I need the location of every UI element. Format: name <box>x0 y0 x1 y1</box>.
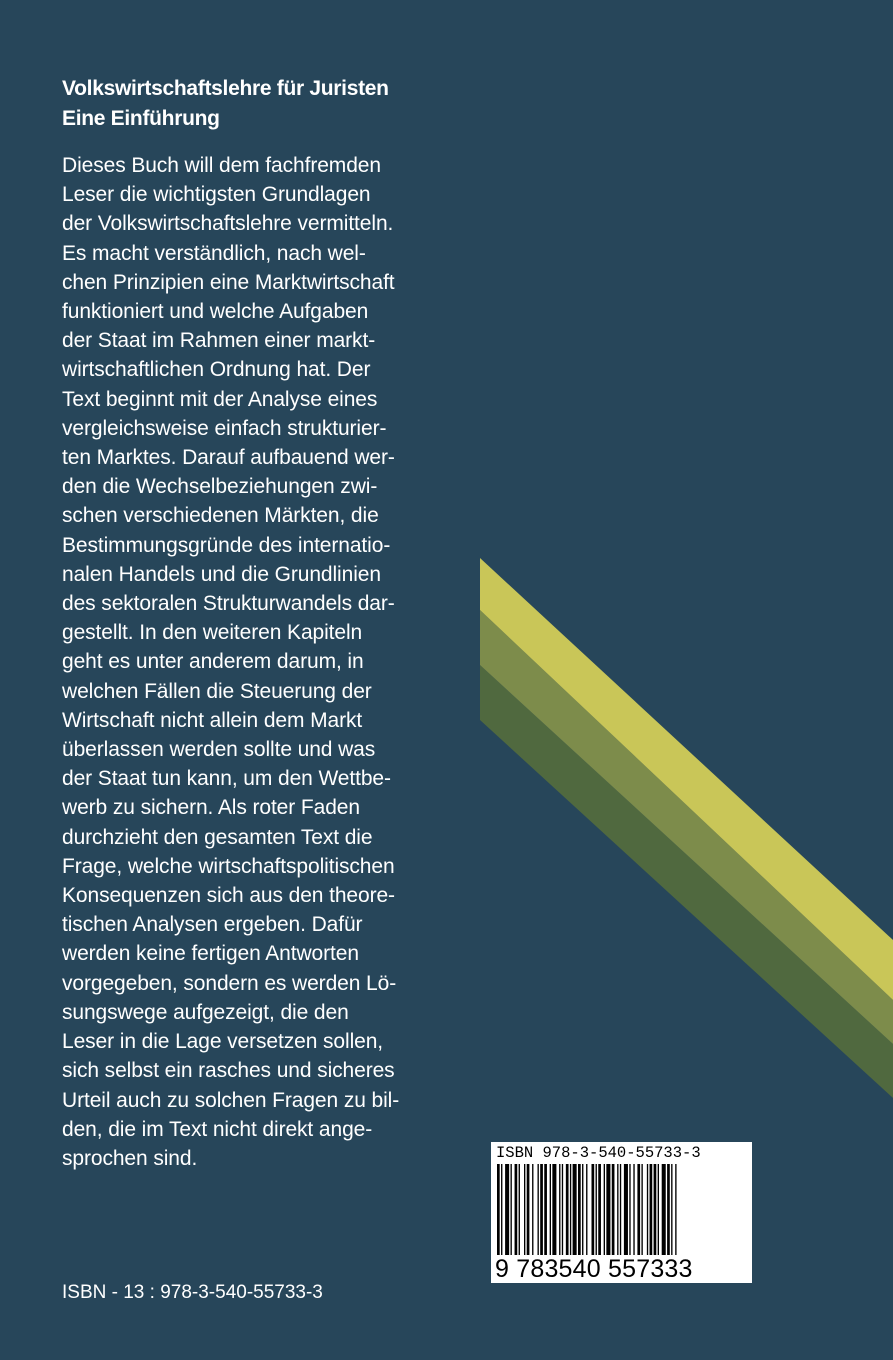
blurb-line: Konsequenzen sich aus den theore- <box>62 884 395 908</box>
barcode-bar <box>617 1164 618 1268</box>
blurb-line: Leser die wichtigsten Grundlagen <box>62 183 371 207</box>
blurb-line: Es macht verständlich, nach wel- <box>62 241 366 265</box>
blurb-line: ten Marktes. Darauf aufbauend wer- <box>62 446 395 470</box>
blurb-line: Urteil auch zu solchen Fragen zu bil- <box>62 1088 400 1112</box>
barcode-bar <box>540 1164 543 1268</box>
barcode-bar <box>524 1164 525 1268</box>
title-line-1: Volkswirtschaftslehre für Juristen <box>62 77 389 100</box>
title-line-2: Eine Einführung <box>62 107 220 130</box>
blurb-line: Frage, welche wirtschaftspolitischen <box>62 854 395 878</box>
blurb-line: überlassen werden sollte und was <box>62 738 376 762</box>
barcode-bar <box>620 1164 621 1268</box>
barcode-bar <box>606 1164 610 1268</box>
barcode-bar <box>671 1164 672 1268</box>
blurb-line: nalen Handels und die Grundlinien <box>62 562 381 586</box>
blurb-line: welchen Fällen die Steuerung der <box>62 679 372 703</box>
barcode-bar <box>562 1164 563 1268</box>
blurb-line: der Staat im Rahmen einer markt- <box>62 329 376 353</box>
isbn-13-label: ISBN - 13 : 978-3-540-55733-3 <box>62 1282 323 1303</box>
blurb-text <box>62 151 482 1173</box>
barcode-digits: 9 783540 557333 <box>495 1255 697 1283</box>
blurb-line: werden keine fertigen Antworten <box>62 942 359 966</box>
blurb-line: sich selbst ein rasches und sicheres <box>62 1059 395 1083</box>
barcode-bar <box>501 1164 502 1268</box>
blurb-line: funktioniert und welche Aufgaben <box>62 300 369 324</box>
blurb-line: werb zu sichern. Als roter Faden <box>62 796 360 820</box>
barcode-bar <box>641 1164 642 1268</box>
barcode <box>491 1142 752 1283</box>
barcode-bar <box>633 1164 634 1268</box>
barcode-bar <box>570 1164 571 1268</box>
barcode-bar <box>550 1164 551 1268</box>
barcode-bar <box>629 1164 630 1268</box>
barcode-bar <box>604 1164 605 1268</box>
blurb-line: des sektoralen Strukturwandels dar- <box>62 592 395 616</box>
barcode-bar <box>675 1164 676 1268</box>
barcode-bar <box>612 1164 615 1268</box>
blurb-line: vergleichsweise einfach strukturier- <box>62 416 387 440</box>
barcode-bar <box>578 1164 581 1268</box>
barcode-bar <box>566 1164 569 1268</box>
barcode-bar <box>519 1164 520 1268</box>
blurb-line: tischen Analysen ergeben. Dafür <box>62 913 363 937</box>
stripe-green <box>480 665 893 1098</box>
barcode-bar <box>532 1164 533 1268</box>
blurb-line: vorgegeben, sondern es werden Lö- <box>62 971 397 995</box>
blurb-line: den, die im Text nicht direkt ange- <box>62 1117 373 1141</box>
blurb-line: sprochen sind. <box>62 1146 198 1170</box>
book-title <box>62 74 482 134</box>
barcode-bar <box>598 1164 601 1268</box>
blurb-line: der Volkswirtschaftslehre vermitteln. <box>62 212 394 236</box>
barcode-bar <box>573 1164 577 1268</box>
blurb-line: der Staat tun kann, um den Wettbe- <box>62 767 391 791</box>
barcode-bar <box>538 1164 539 1268</box>
blurb-line: Dieses Buch will dem fachfremden <box>62 154 381 177</box>
barcode-bar <box>544 1164 547 1268</box>
blurb-line: Text beginnt mit der Analyse eines <box>62 387 378 411</box>
stripe-yellow <box>480 558 893 1000</box>
barcode-isbn-text: ISBN 978-3-540-55733-3 <box>496 1144 701 1162</box>
barcode-bar <box>552 1164 556 1268</box>
blurb-line: Wirtschaft nicht allein dem Markt <box>62 708 363 732</box>
blurb-line: chen Prinzipien eine Marktwirtschaft <box>62 270 395 294</box>
blurb-line: sungswege aufgezeigt, die den <box>62 1000 349 1024</box>
stripe-olive <box>480 610 893 1044</box>
barcode-bar <box>667 1164 670 1268</box>
barcode-bar <box>505 1164 509 1268</box>
blurb-line: den die Wechselbeziehungen zwi- <box>62 475 378 499</box>
barcode-bar <box>637 1164 640 1268</box>
barcode-bar <box>586 1164 587 1268</box>
barcode-bar <box>624 1164 628 1268</box>
barcode-bar <box>527 1164 530 1268</box>
barcode-bar <box>662 1164 666 1268</box>
barcode-bar <box>650 1164 653 1268</box>
barcode-bar <box>592 1164 595 1268</box>
blurb-line: gestellt. In den weiteren Kapiteln <box>62 621 363 645</box>
barcode-bar <box>515 1164 518 1268</box>
blurb-line: Leser in die Lage versetzen sollen, <box>62 1030 384 1054</box>
barcode-bar <box>647 1164 648 1268</box>
barcode-bar <box>596 1164 597 1268</box>
barcode-bar <box>658 1164 659 1268</box>
blurb-line: schen verschiedenen Märkten, die <box>62 504 379 528</box>
blurb-line: durchzieht den gesamten Text die <box>62 825 373 849</box>
blurb-line: wirtschaftlichen Ordnung hat. Der <box>62 358 371 382</box>
blurb-line: Bestimmungsgründe des internatio- <box>62 533 391 557</box>
barcode-bar <box>559 1164 560 1268</box>
barcode-bar <box>511 1164 512 1268</box>
barcode-bar <box>654 1164 657 1268</box>
blurb-line: geht es unter anderem darum, in <box>62 650 364 674</box>
barcode-bar <box>582 1164 583 1268</box>
barcode-bar <box>497 1164 500 1268</box>
